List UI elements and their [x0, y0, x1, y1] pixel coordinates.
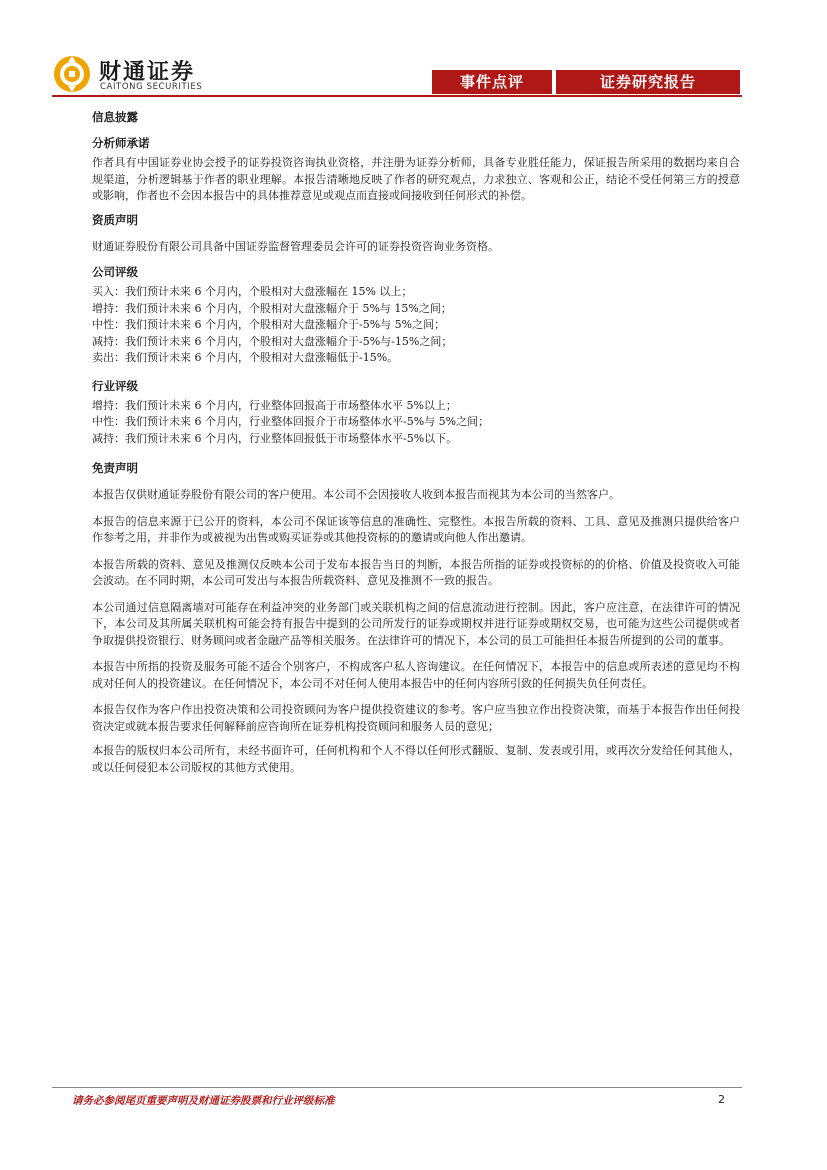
qualification-title: 资质声明 [92, 212, 138, 227]
analyst-commitment-text: 作者具有中国证券业协会授予的证券投资咨询执业资格，并注册为证券分析师，具备专业胜任能力，保证报告所采用的数据均来自合规渠道，分析逻辑基于作者的职业理解。本报告清晰地反映了作者的研究观点，力求独立、客观和公正，结论不受任何第三方的授意或影响，作者也不会因本报告中的具体推荐意见或观点而直接或间接收到任何形式的补偿。 [92, 156, 740, 202]
disclaimer-paragraph: 本报告所载的资料、意见及推测仅反映本公司于发布本报告当日的判断，本报告所指的证券或投资标的的价格、价值及投资收入可能会波动。在不同时期，本公司可发出与本报告所载资料、意见及推测不一致的报告。 [92, 557, 740, 587]
disclaimer-paragraph: 本公司通过信息隔离墙对可能存在利益冲突的业务部门或关联机构之间的信息流动进行控制。因此，客户应注意，在法律许可的情况下，本公司及其所属关联机构可能会持有报告中提到的公司所发行的证券或期权并进行证券或期权交易，也可能为这些公司提供或者争取提供投资银行、财务顾问或者金融产品等相关服务。在法律许可的情况下，本公司的员工可能担任本报告所提到的公司的董事。 [92, 600, 740, 647]
company-rating-item: 买入：我们预计未来 6 个月内，个股相对大盘涨幅在 15% 以上； [92, 285, 413, 298]
page-number: 2 [718, 1093, 725, 1106]
tag-research-report: 证券研究报告 [556, 70, 740, 94]
tag-event-review: 事件点评 [432, 70, 552, 94]
industry-rating-item: 增持：我们预计未来 6 个月内，行业整体回报高于市场整体水平 5%以上； [92, 398, 457, 412]
company-rating-item: 减持：我们预计未来 6 个月内，个股相对大盘涨幅介于-5%与-15%之间； [92, 334, 453, 348]
caitong-logo-icon [52, 54, 92, 94]
analyst-commitment-title: 分析师承诺 [92, 136, 150, 150]
disclaimer-paragraph: 本报告中所指的投资及服务可能不适合个别客户，不构成客户私人咨询建议。在任何情况下，本报告中的信息或所表述的意见均不构成对任何人的投资建议。在任何情况下，本公司不对任何人使用本报告中的任何内容所引致的任何损失负任何责任。 [92, 660, 740, 690]
footer-disclaimer-note: 请务必参阅尾页重要声明及财通证券股票和行业评级标准 [72, 1095, 335, 1107]
industry-rating-list [92, 398, 740, 448]
industry-rating-item: 中性：我们预计未来 6 个月内，行业整体回报介于市场整体水平-5%与 5%之间； [92, 415, 490, 428]
disclaimer-paragraph: 本报告的信息来源于已公开的资料，本公司不保证该等信息的准确性、完整性。本报告所载的资料、工具、意见及推测只提供给客户作参考之用，并非作为或被视为出售或购买证券或其他投资标的的邀请或向他人作出邀请。 [92, 514, 740, 544]
company-rating-title: 公司评级 [92, 265, 138, 279]
company-rating-item: 增持：我们预计未来 6 个月内，个股相对大盘涨幅介于 5%与 15%之间； [92, 301, 452, 315]
company-rating-item: 卖出：我们预计未来 6 个月内，个股相对大盘涨幅低于-15%。 [92, 351, 399, 364]
disclaimer-paragraph: 本报告仅供财通证券股份有限公司的客户使用。本公司不会因接收人收到本报告而视其为本公司的当然客户。 [92, 488, 620, 501]
footer-divider [52, 1087, 742, 1088]
company-rating-item: 中性：我们预计未来 6 个月内，个股相对大盘涨幅介于-5%与 5%之间； [92, 318, 446, 331]
industry-rating-title: 行业评级 [92, 378, 138, 393]
disclaimer-title: 免责声明 [92, 461, 138, 475]
logo-chinese-name: 财通证券 [99, 60, 196, 85]
company-rating-list [92, 284, 740, 367]
header-divider [52, 95, 742, 97]
qualification-text: 财通证券股份有限公司具备中国证券监督管理委员会许可的证券投资咨询业务资格。 [92, 239, 499, 253]
company-logo [52, 54, 222, 96]
section-disclosure-title: 信息披露 [92, 110, 138, 124]
disclaimer-paragraph: 本报告仅作为客户作出投资决策和公司投资顾问为客户提供投资建议的参考。客户应当独立作出投资决策，而基于本报告作出任何投资决定或就本报告要求任何解释前应咨询所在证券机构投资顾问和服务人员的意见； [92, 703, 740, 733]
report-body [92, 108, 740, 782]
logo-english-name: CAITONG SECURITIES [100, 82, 203, 92]
disclaimer-paragraph: 本报告的版权归本公司所有，未经书面许可，任何机构和个人不得以任何形式翻版、复制、发表或引用，或再次分发给任何其他人，或以任何侵犯本公司版权的其他方式使用。 [92, 744, 740, 774]
industry-rating-item: 减持：我们预计未来 6 个月内，行业整体回报低于市场整体水平-5%以下。 [92, 431, 458, 445]
